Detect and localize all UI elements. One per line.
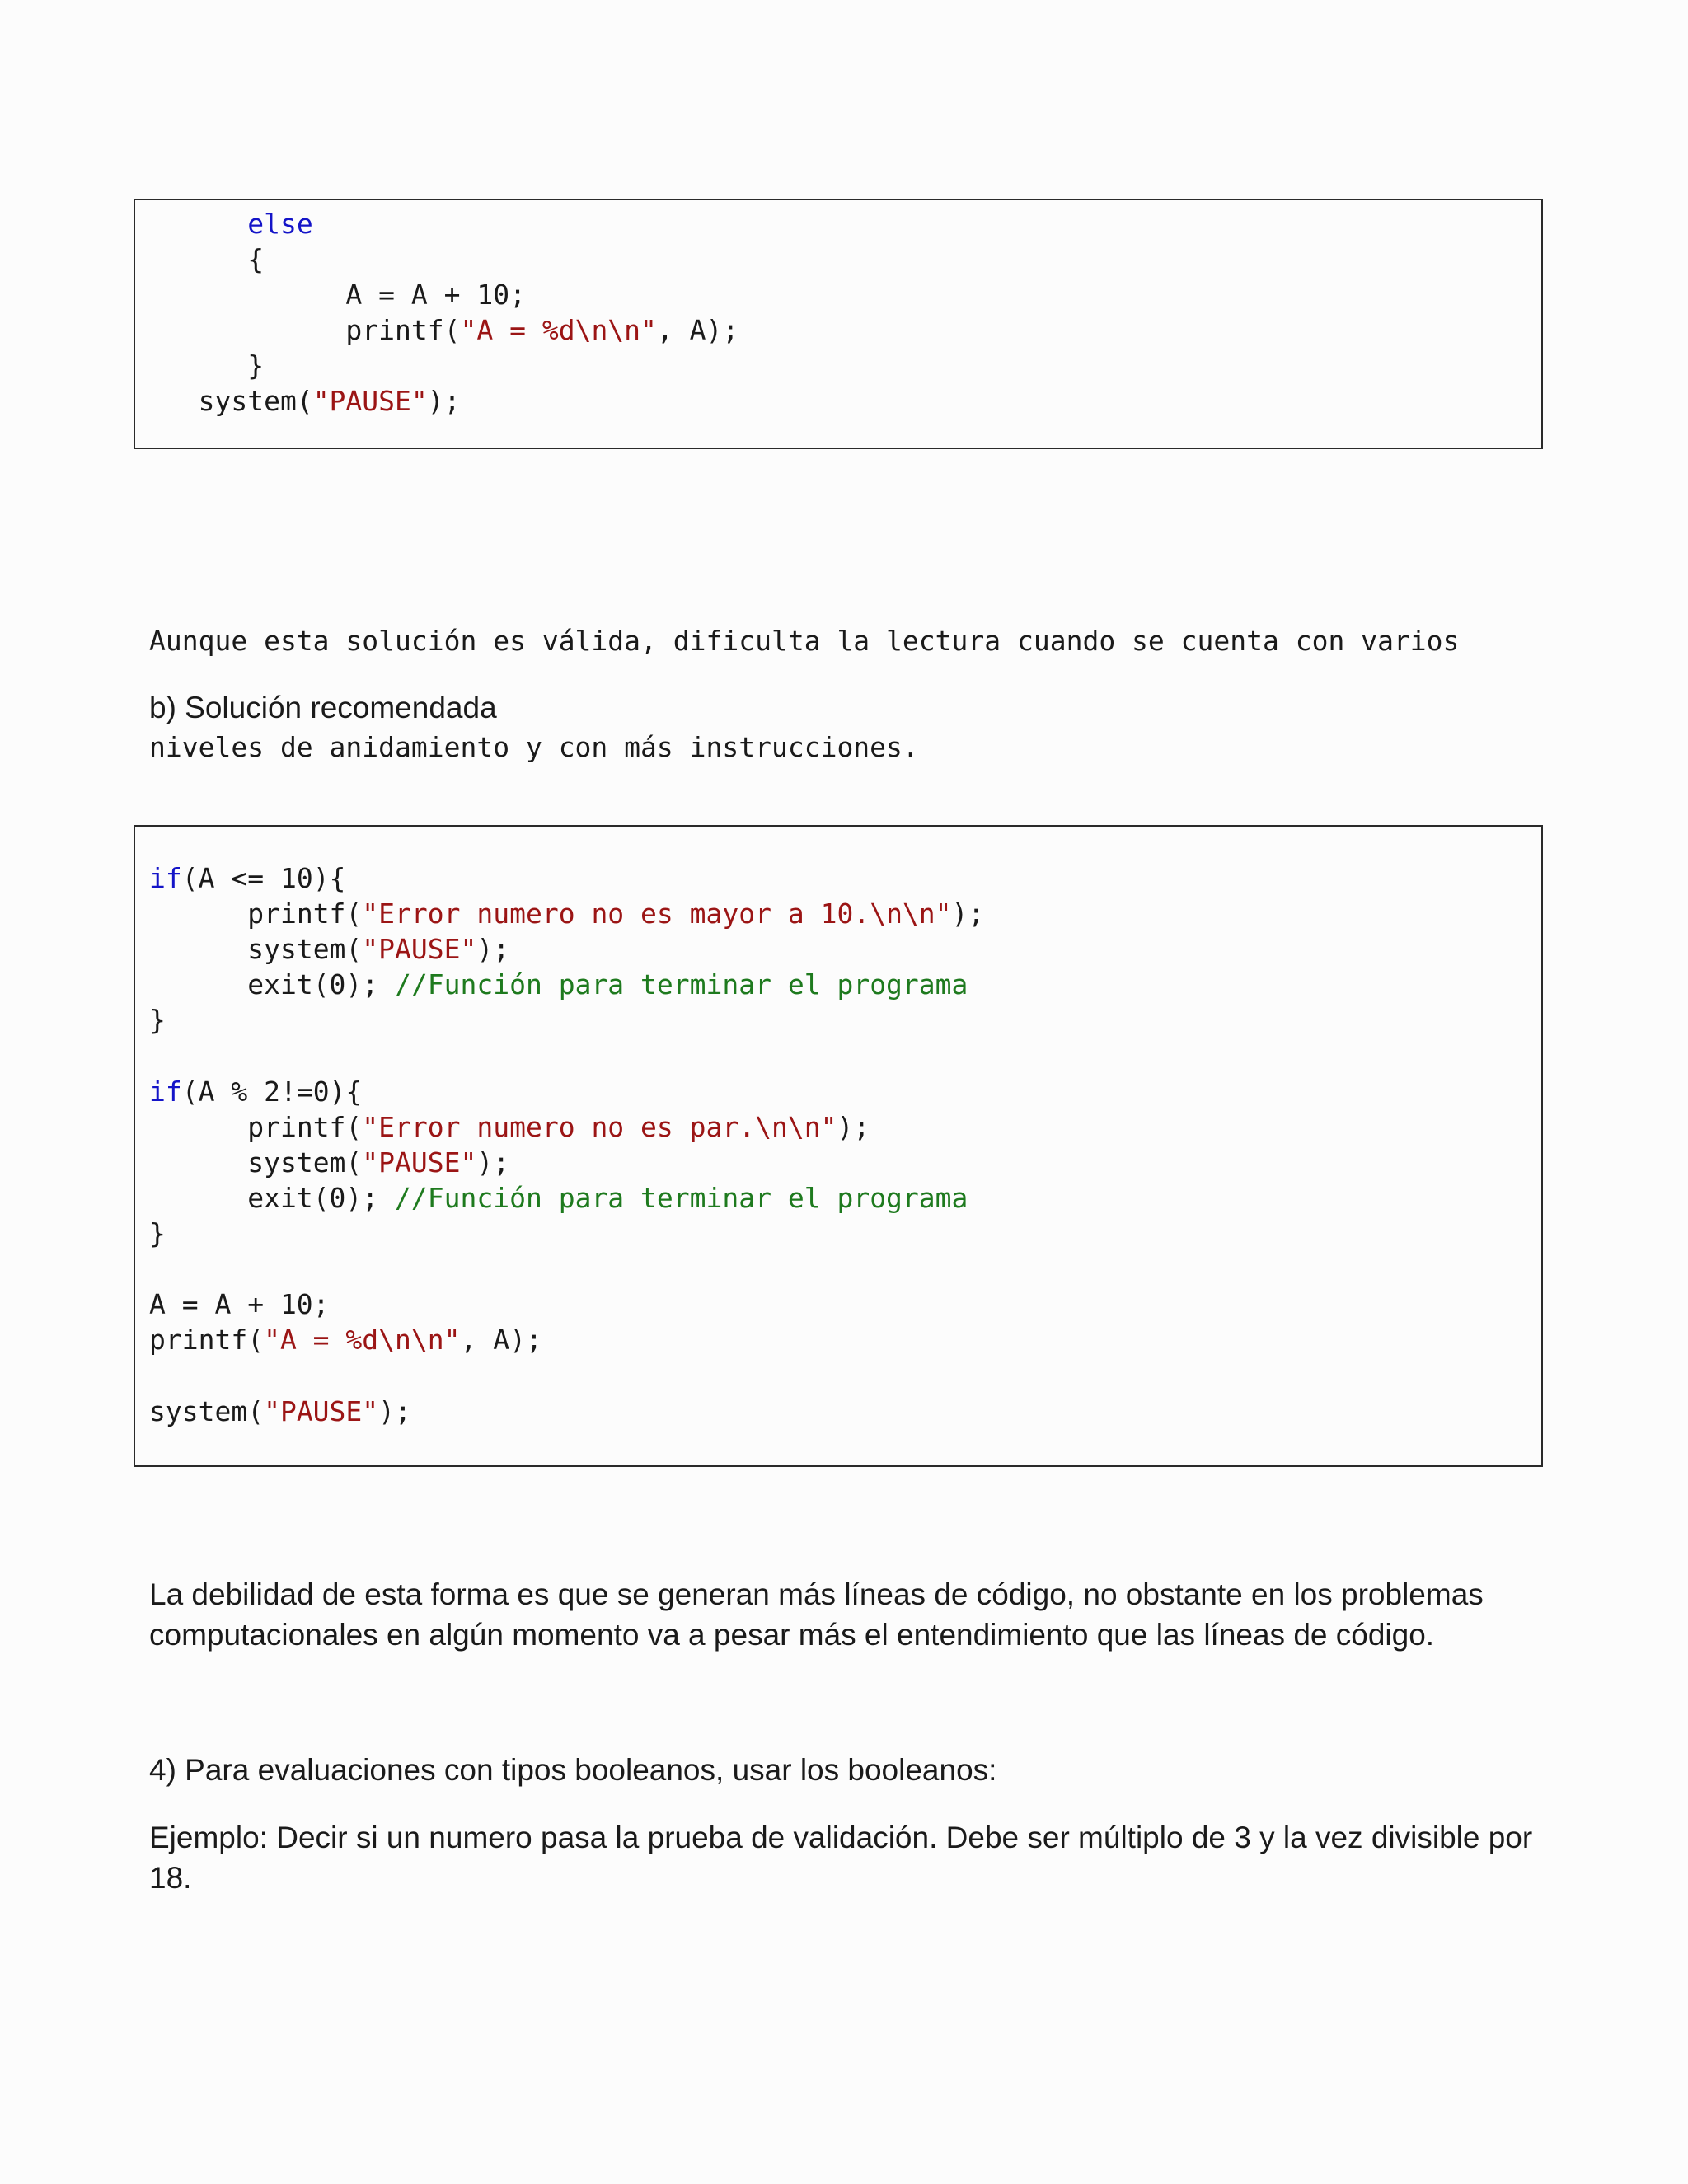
- code-line: [149, 1216, 166, 1251]
- code-token: );: [476, 933, 510, 966]
- code-indent: [149, 933, 247, 965]
- code-keyword: else: [247, 208, 313, 240]
- code-token: exit(0);: [247, 1181, 396, 1214]
- code-token: );: [427, 385, 461, 417]
- code-token: (A % 2!=0){: [181, 1075, 363, 1108]
- code-token: , A);: [460, 1324, 542, 1357]
- paragraph-line-2: niveles de anidamiento y con más instrucciones.: [149, 731, 919, 763]
- code-line: [149, 896, 984, 931]
- code-line: [149, 241, 264, 277]
- code-string: "PAUSE": [362, 933, 477, 966]
- code-token: }: [149, 1004, 166, 1037]
- code-indent: [149, 279, 345, 311]
- code-token: system(: [198, 385, 313, 417]
- code-token: system(: [149, 1394, 265, 1427]
- paragraph-example: Ejemplo: Decir si un numero pasa la prueba de validación. Debe ser múltiplo de 3 y la vez divisible por 18.: [149, 1821, 1533, 1895]
- code-block-else: [134, 199, 1543, 449]
- code-token: printf(: [247, 898, 363, 930]
- code-string: "PAUSE": [264, 1394, 379, 1427]
- code-line: [149, 348, 264, 383]
- code-token: );: [837, 1110, 870, 1143]
- code-line: [149, 1322, 542, 1357]
- code-comment: //Función para terminar el programa: [395, 1181, 968, 1214]
- code-block-recommended: [134, 825, 1543, 1467]
- code-token: }: [247, 349, 265, 382]
- code-keyword: if: [149, 862, 182, 894]
- code-token: A = A + 10;: [345, 279, 526, 311]
- code-token: A = A + 10;: [149, 1288, 330, 1321]
- code-line: [149, 277, 526, 312]
- code-line: [149, 1002, 166, 1038]
- code-line: [149, 1286, 330, 1322]
- code-indent: [149, 349, 247, 382]
- code-token: exit(0);: [247, 968, 396, 1001]
- code-line: [149, 1145, 509, 1180]
- code-token: printf(: [345, 314, 461, 346]
- code-line: [149, 1180, 968, 1216]
- code-indent: [149, 243, 247, 275]
- code-token: }: [149, 1217, 166, 1249]
- code-token: system(: [247, 933, 363, 966]
- paragraph-weakness: La debilidad de esta forma es que se generan más líneas de código, no obstante en los problemas computacionales en algún momento va a pesar más el entendimiento que las líneas de código.: [149, 1577, 1484, 1652]
- code-line: [149, 967, 968, 1002]
- code-indent: [149, 898, 247, 930]
- code-indent: [149, 968, 247, 1001]
- code-token: , A);: [656, 314, 739, 346]
- code-token: );: [951, 898, 985, 930]
- paragraph-line-1: Aunque esta solución es válida, dificulta la lectura cuando se cuenta con varios: [149, 625, 1460, 657]
- code-line: [149, 931, 509, 967]
- code-token: );: [378, 1394, 411, 1427]
- code-indent: [149, 314, 345, 346]
- code-token: );: [476, 1146, 510, 1179]
- code-token: {: [247, 243, 265, 275]
- code-string: "Error numero no es mayor a 10.\n\n": [362, 898, 952, 930]
- code-string: "Error numero no es par.\n\n": [362, 1110, 837, 1143]
- code-line: [149, 1394, 411, 1429]
- code-token: printf(: [149, 1324, 265, 1357]
- code-string: "A = %d\n\n": [264, 1324, 461, 1357]
- code-keyword: if: [149, 1075, 182, 1108]
- paragraph-solution-note: [149, 552, 1459, 800]
- code-string: "PAUSE": [362, 1146, 477, 1179]
- code-indent: [149, 1146, 247, 1179]
- code-indent: [149, 208, 247, 240]
- code-line: [149, 860, 345, 896]
- code-string: "A = %d\n\n": [460, 314, 657, 346]
- code-string: "PAUSE": [312, 385, 428, 417]
- code-line: [149, 312, 738, 348]
- code-indent: [149, 1182, 247, 1214]
- code-line: [149, 206, 313, 241]
- code-indent: [149, 385, 199, 417]
- heading-recommended-solution: b) Solución recomendada: [149, 691, 497, 724]
- code-line: [149, 383, 461, 419]
- code-token: printf(: [247, 1110, 363, 1143]
- code-comment: //Función para terminar el programa: [395, 968, 968, 1001]
- code-token: (A <= 10){: [181, 862, 346, 894]
- code-line: [149, 1074, 362, 1109]
- code-indent: [149, 1111, 247, 1143]
- code-line: [149, 1109, 870, 1145]
- heading-booleans: 4) Para evaluaciones con tipos booleanos, usar los booleanos:: [149, 1753, 997, 1787]
- code-token: system(: [247, 1146, 363, 1179]
